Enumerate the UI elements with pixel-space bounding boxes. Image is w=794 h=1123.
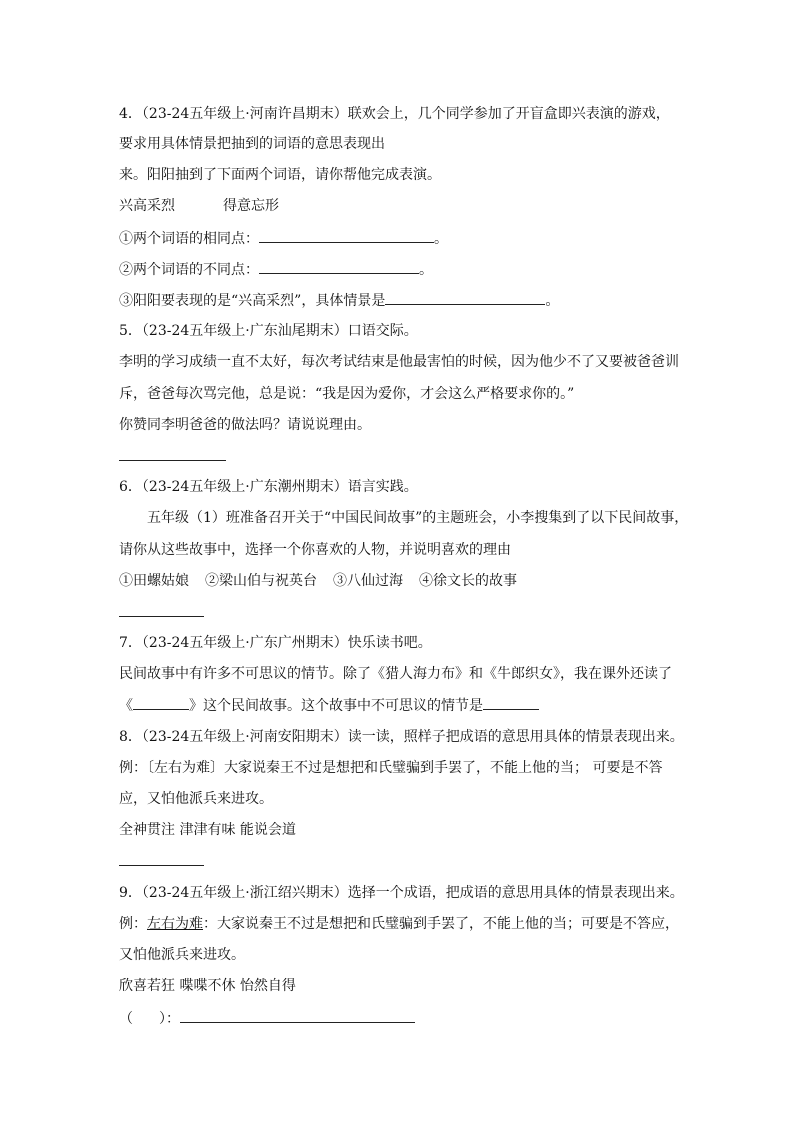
q4-word-1: 兴高采烈 (119, 198, 175, 214)
q6-text-1: 五年级（1）班准备召开关于“中国民间故事”的主题班会，小李搜集到了以下民间故事， (147, 510, 689, 526)
q7-title: 快乐读书吧。 (347, 635, 432, 651)
q7-text-1: 民间故事中有许多不可思议的情节。除了《猎人海力布》和《牛郎织女》，我在课外还读了 (119, 666, 672, 682)
q4-answer-blank-2[interactable] (259, 259, 419, 274)
q9-example-idiom: 左右为难 (147, 916, 203, 932)
q7-text-2-rest: 》这个民间故事。这个故事中不可思议的情节是 (189, 698, 483, 714)
q4-item-3-label: ③阳阳要表现的是“兴高采烈”，具体情景是 (119, 293, 386, 309)
q5-text-2: 斥，爸爸每次骂完他，总是说：“我是因为爱你，才会这么严格要求你的。” (119, 386, 575, 402)
q8-source: （23-24五年级上·河南安阳期末） (141, 729, 348, 745)
q8-number: 8． (119, 729, 142, 745)
q4-item-3-end: 。 (545, 293, 560, 309)
q6-title: 语言实践。 (347, 479, 418, 495)
q4-answer-blank-1[interactable] (259, 228, 434, 243)
q8-example-2: 应，又怕他派兵来进攻。 (119, 791, 273, 807)
q4-number: 4． (119, 106, 142, 122)
q6-option-4: ④徐文长的故事 (419, 573, 517, 589)
q7-source: （23-24五年级上·广东广州期末） (141, 635, 348, 651)
q6-option-1: ①田螺姑娘 (119, 573, 189, 589)
q5-header (119, 321, 418, 341)
q6-answer-line[interactable] (119, 616, 204, 617)
q4-item-1-end: 。 (434, 231, 448, 247)
q8-example-1: 例：〔左右为难〕大家说秦王不过是想把和氏璧骗到手罢了，不能上他的当； 可要是不答 (119, 760, 663, 776)
q9-example-1 (119, 914, 679, 934)
q9-paren-open: （ (119, 1011, 133, 1027)
q4-text-1: 联欢会上，几个同学参加了开盲盒即兴表演的游戏， (347, 106, 670, 122)
q5-title: 口语交际。 (347, 323, 418, 339)
q9-number: 9． (119, 885, 142, 901)
q7-plot-blank[interactable] (483, 695, 539, 710)
q6-header (119, 477, 418, 497)
q8-idioms: 全神贯注 津津有味 能说会道 (119, 822, 296, 838)
q7-number: 7． (119, 635, 142, 651)
q8-answer-line[interactable] (119, 865, 204, 866)
q6-source: （23-24五年级上·广东潮州期末） (141, 479, 348, 495)
q5-number: 5． (119, 323, 142, 339)
q5-source: （23-24五年级上·广东汕尾期末） (141, 323, 348, 339)
q6-option-3: ③八仙过海 (333, 573, 403, 589)
q7-book-open: 《 (119, 698, 133, 714)
q8-header (119, 727, 684, 747)
q4-item-2-end: 。 (419, 262, 433, 278)
q4-item-2-label: ②两个词语的不同点： (119, 262, 259, 278)
q6-option-2: ②梁山伯与祝英台 (205, 573, 317, 589)
q9-source: （23-24五年级上·浙江绍兴期末） (141, 885, 348, 901)
q6-options (119, 571, 517, 591)
q9-title: 选择一个成语，把成语的意思用具体的情景表现出来。 (347, 885, 684, 901)
q6-number: 6． (119, 479, 142, 495)
q7-book-blank[interactable] (133, 695, 189, 710)
q5-text-3: 你赞同李明爸爸的做法吗？请说说理由。 (119, 417, 371, 433)
q4-words (119, 196, 279, 216)
q9-example-prefix: 例： (119, 916, 147, 932)
q4-text-2: 要求用具体情景把抽到的词语的意思表现出 (119, 136, 385, 152)
q4-answer-blank-3[interactable] (385, 290, 545, 305)
q5-text-1: 李明的学习成绩一直不太好，每次考试结束是他最害怕的时候，因为他少不了又要被爸爸训 (119, 354, 679, 370)
q6-text-2: 请你从这些故事中，选择一个你喜欢的人物，并说明喜欢的理由 (119, 542, 511, 558)
q5-answer-line[interactable] (119, 460, 226, 461)
q9-answer-blank[interactable] (180, 1008, 415, 1023)
q4-item-1 (119, 228, 448, 249)
q9-idioms: 欣喜若狂 喋喋不休 怡然自得 (119, 978, 296, 994)
q9-answer-row (119, 1008, 415, 1029)
q8-title: 读一读，照样子把成语的意思用具体的情景表现出来。 (347, 729, 684, 745)
q4-source: （23-24五年级上·河南许昌期末） (141, 106, 348, 122)
q7-text-2 (119, 695, 539, 716)
q9-example-2: 又怕他派兵来进攻。 (119, 947, 245, 963)
q4-item-1-label: ①两个词语的相同点： (119, 231, 259, 247)
q7-header (119, 633, 432, 653)
q4-item-2 (119, 259, 433, 280)
q9-paren-close: ）： (159, 1011, 180, 1027)
q9-header (119, 883, 684, 903)
q4-item-3 (119, 290, 559, 311)
q4-text-3: 来。阳阳抽到了下面两个词语，请你帮他完成表演。 (119, 167, 441, 183)
q4-word-2: 得意忘形 (223, 198, 279, 214)
q4-header (119, 104, 670, 124)
q9-example-text: ：大家说秦王不过是想把和氏璧骗到手罢了，不能上他的当；可要是不答应， (203, 916, 679, 932)
